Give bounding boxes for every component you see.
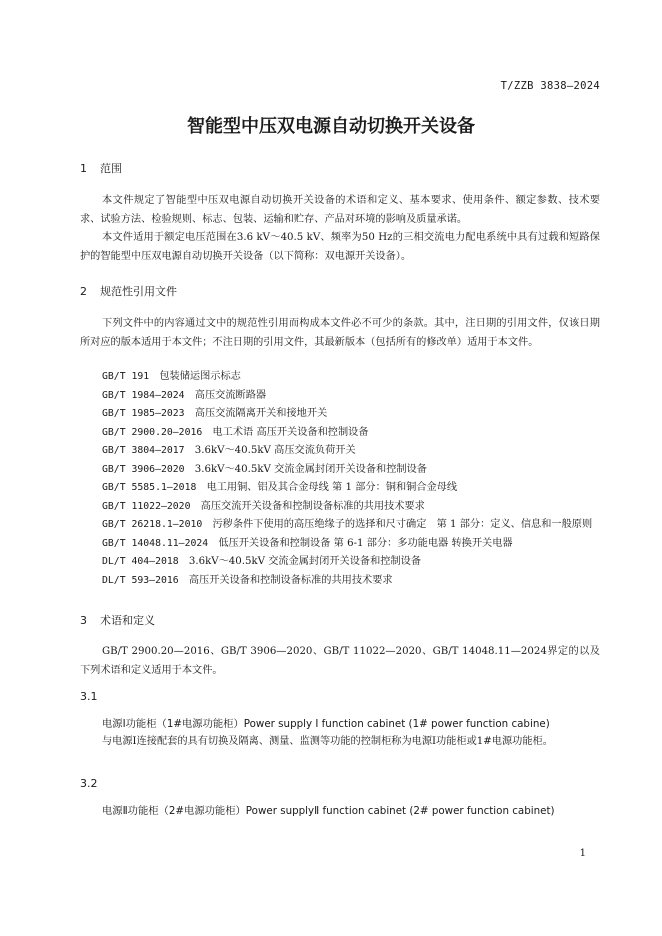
section-2-heading: [80, 283, 177, 299]
reference-item: GB/T 3906—2020 3.6kV～40.5kV 交流金属封闭开关设备和控制设备: [102, 463, 427, 475]
reference-item: GB/T 14048.11—2024 低压开关设备和控制设备 第 6-1 部分：多功能电器 转换开关电器: [102, 537, 513, 549]
document-title: 智能型中压双电源自动切换开关设备: [187, 116, 475, 137]
section-number: 1: [80, 162, 87, 175]
term-name: 电源Ⅱ功能柜（2#电源功能柜）Power supplyⅡ function cabinet (2# power function cabinet): [102, 805, 555, 817]
scope-paragraph-2: 本文件适用于额定电压范围在3.6 kV～40.5 kV、频率为50 Hz的三相交流电力配电系统中具有过载和短路保护的智能型中压双电源自动切换开关设备（以下简称：双电源开关设备）。: [80, 232, 600, 262]
normative-references-intro: 下列文件中的内容通过文中的规范性引用而构成本文件必不可少的条款。其中，注日期的引用文件，仅该日期所对应的版本适用于本文件；不注日期的引用文件，其最新版本（包括所有的修改单）适用于本文件。: [80, 318, 600, 348]
reference-item: DL/T 404—2018 3.6kV～40.5kV 交流金属封闭开关设备和控制设备: [102, 556, 422, 567]
reference-item: GB/T 191 包装储运图示标志: [102, 371, 241, 382]
reference-item: GB/T 26218.1—2010 污秽条件下使用的高压绝缘子的选择和尺寸确定 第 1 部分：定义、信息和一般原则: [102, 519, 593, 530]
term-number: 3.2: [80, 777, 98, 790]
reference-item: GB/T 2900.20—2016 电工术语 高压开关设备和控制设备: [102, 426, 369, 438]
reference-item: DL/T 593—2016 高压开关设备和控制设备标准的共用技术要求: [102, 574, 393, 586]
reference-item: GB/T 3804—2017 3.6kV～40.5kV 高压交流负荷开关: [102, 445, 356, 456]
term-number: 3.1: [80, 690, 98, 703]
term-definition: 与电源Ⅰ连接配套的具有切换及隔离、测量、监测等功能的控制柜称为电源Ⅰ功能柜或1#电源功能柜。: [102, 736, 553, 747]
section-title: 术语和定义: [100, 614, 155, 627]
reference-list: [80, 368, 600, 590]
section-number: 2: [80, 285, 87, 298]
section-title: 范围: [100, 162, 122, 175]
reference-item: GB/T 1984—2024 高压交流断路器: [102, 389, 267, 401]
section-title: 规范性引用文件: [100, 285, 177, 298]
scope-paragraph-1: 本文件规定了智能型中压双电源自动切换开关设备的术语和定义、基本要求、使用条件、额定参数、技术要求、试验方法、检验规则、标志、包装、运输和贮存、产品对环境的影响及质量承诺。: [80, 195, 600, 225]
reference-item: GB/T 5585.1—2018 电工用铜、铝及其合金母线 第 1 部分：铜和铜合金母线: [102, 482, 458, 493]
section-3-heading: [80, 612, 155, 628]
term-name: 电源Ⅰ功能柜（1#电源功能柜）Power supply Ⅰ function cabinet (1# power function cabine): [102, 718, 550, 730]
reference-item: GB/T 1985—2023 高压交流隔离开关和接地开关: [102, 408, 328, 419]
terms-intro: GB/T 2900.20—2016、GB/T 3906—2020、GB/T 11022—2020、GB/T 14048.11—2024界定的以及下列术语和定义适用于本文件。: [80, 646, 600, 676]
standard-code: T/ZZB 3838—2024: [500, 80, 600, 92]
section-1-heading: [80, 160, 122, 176]
page-number: 1: [579, 848, 586, 859]
section-number: 3: [80, 614, 87, 627]
reference-item: GB/T 11022—2020 高压交流开关设备和控制设备标准的共用技术要求: [102, 500, 425, 512]
